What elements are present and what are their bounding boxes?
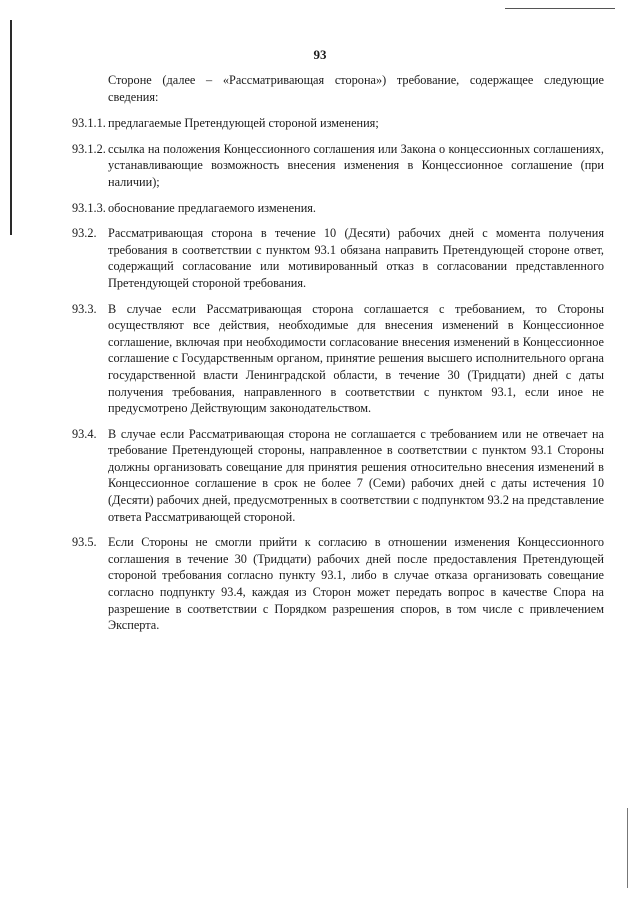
clause-93-1-3 xyxy=(72,200,604,217)
clause-93-5 xyxy=(72,534,604,634)
clause-text: обоснование предлагаемого изменения. xyxy=(108,200,317,215)
clause-text: Рассматривающая сторона в течение 10 (Десяти) рабочих дней с момента получения требования в соответствии с пунктом 93.1 обязана направить Претендующей стороне ответ, содержащий согласование или мотивированный отказ в согласовании представленного Претендующей стороной требования. xyxy=(108,226,604,290)
intro-paragraph: Стороне (далее – «Рассматривающая сторона») требование, содержащее следующие сведения: xyxy=(108,73,604,104)
clause-93-1-1 xyxy=(72,115,604,132)
clause-number: 93.2. xyxy=(72,226,97,241)
clause-93-2 xyxy=(72,225,604,291)
scan-margin-line-right xyxy=(627,808,628,888)
clause-text: В случае если Рассматривающая сторона не соглашается с требованием или не отвечает на требование Претендующей стороны, направленное в соответствии с пунктом 93.1 Стороны должны организовать совещание для принятия решения относительно внесения изменений в Концессионное соглашение в срок не более 7 (Семи) рабочих дней с даты истечения 10 (Десяти) рабочих дней, предусмотренных в соответствии с подпунктом 93.2 на представление ответа Рассматривающей стороной. xyxy=(108,426,604,524)
clause-text: Если Стороны не смогли прийти к согласию в отношении изменения Концессионного соглашения в течение 30 (Тридцати) рабочих дней после предоставления Претендующей стороной требования согласно пункту 93.1, либо в случае отказа организовать совещание согласно подпункту 93.4, каждая из Сторон может передать вопрос в качестве Спора на разрешение в соответствии с Порядком разрешения споров, в том числе с привлечением Эксперта. xyxy=(108,535,604,633)
clause-number: 93.4. xyxy=(72,426,97,441)
clause-text: ссылка на положения Концессионного соглашения или Закона о концессионных соглашениях, устанавливающие возможность внесения изменения в Концессионное соглашение (при наличии); xyxy=(108,141,604,189)
clause-text: В случае если Рассматривающая сторона соглашается с требованием, то Стороны осуществляют все действия, необходимые для внесения изменений в Концессионное соглашение, включая при необходимости согласование внесения изменений в Концессионное соглашение с Государственным органом, принятие решения высшего исполнительного органа государственной власти Ленинградской области, в течение 30 (Тридцати) дней с даты получения требования, направленного в соответствии с пунктом 93.1, если иное не предусмотрено Действующим законодательством. xyxy=(108,301,604,416)
clause-93-1-2 xyxy=(72,141,604,191)
clause-number: 93.1.3. xyxy=(72,200,106,215)
clause-number: 93.3. xyxy=(72,301,97,316)
clause-number: 93.1.1. xyxy=(72,116,106,131)
scan-margin-line-top xyxy=(505,8,615,9)
clause-93-3 xyxy=(72,301,604,417)
document-body xyxy=(72,72,604,643)
clause-93-4 xyxy=(72,426,604,526)
clause-number: 93.5. xyxy=(72,535,97,550)
clause-text: предлагаемые Претендующей стороной изменения; xyxy=(108,116,379,131)
clause-number: 93.1.2. xyxy=(72,141,106,156)
page-number: 93 xyxy=(313,47,327,62)
